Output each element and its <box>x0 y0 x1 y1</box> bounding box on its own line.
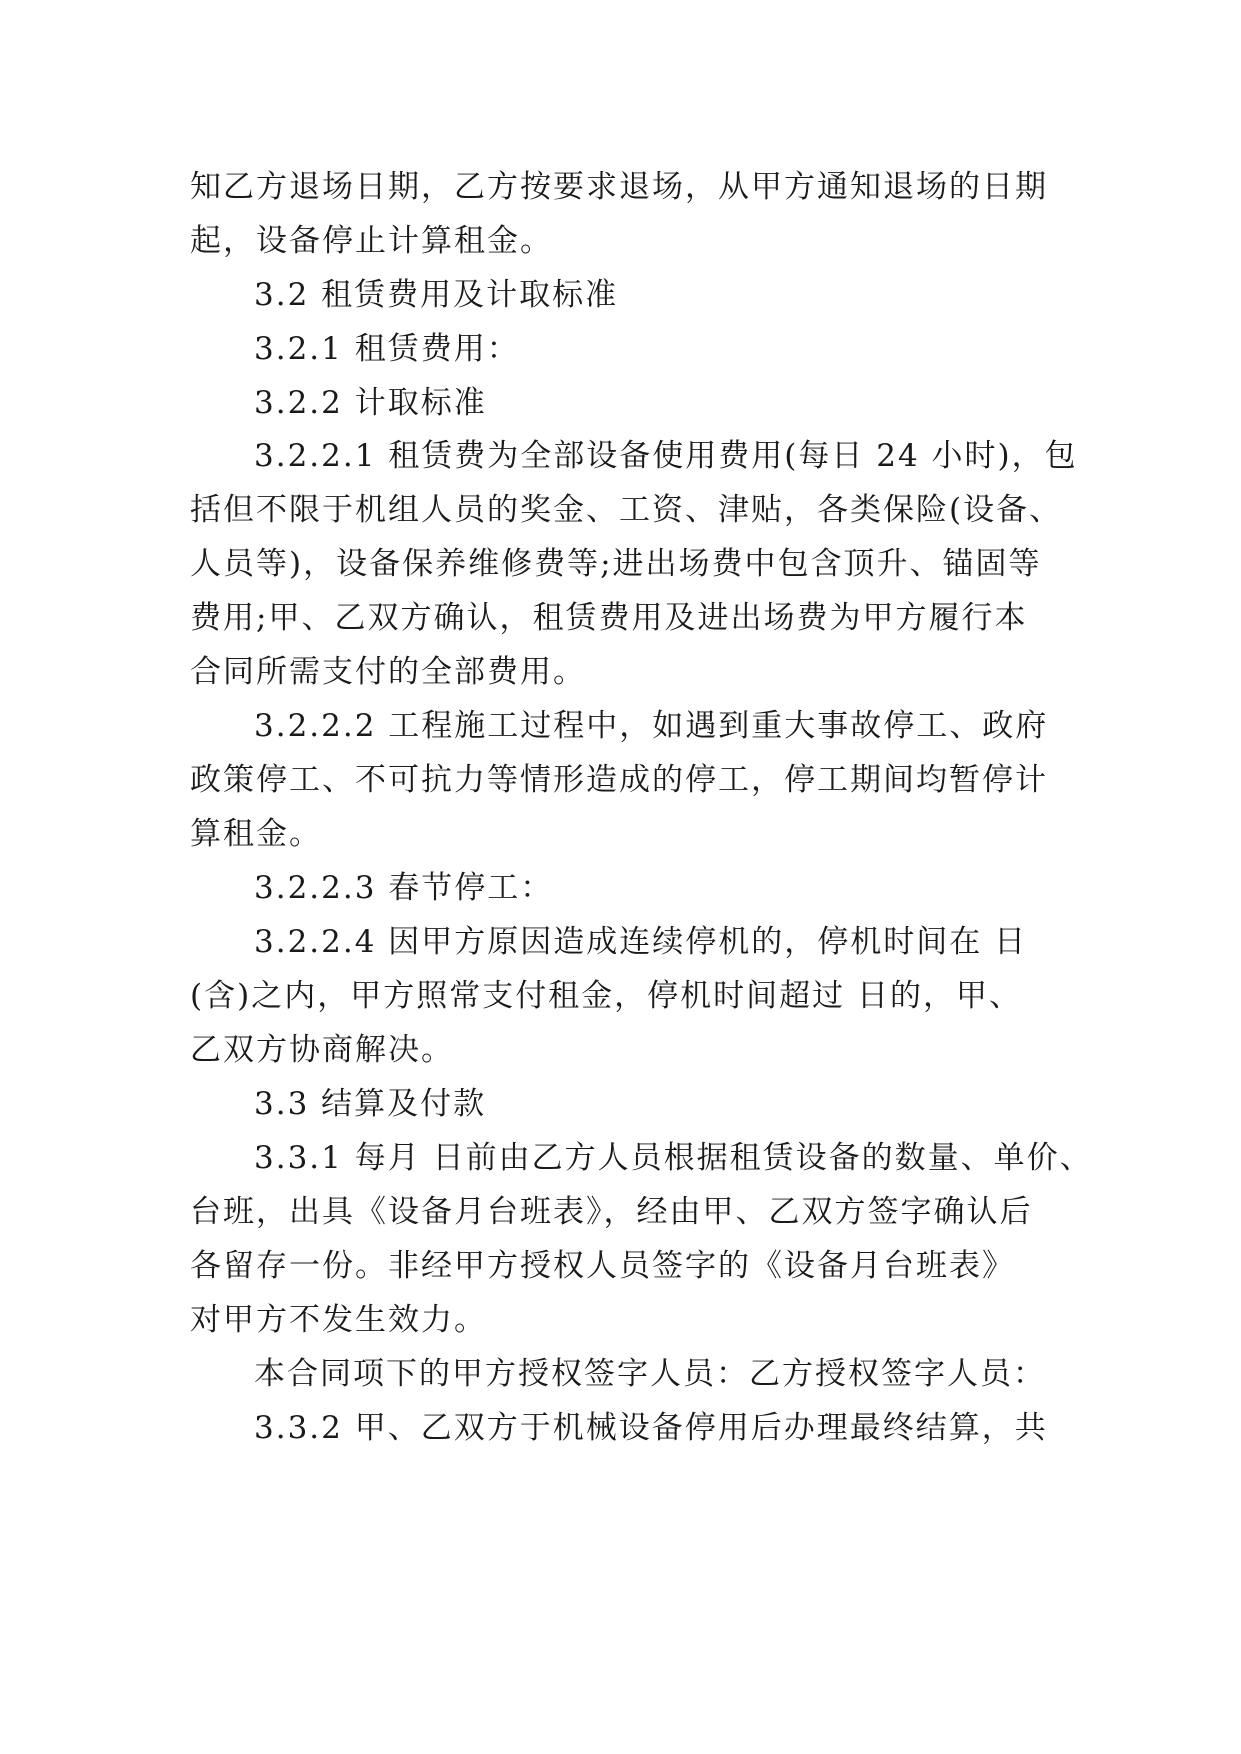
text-line: 3.2.2.1 租赁费为全部设备使用费用(每日 24 小时)，包 <box>254 438 1078 474</box>
text-line: 人员等)，设备保养维修费等;进出场费中包含顶升、锚固等 <box>190 546 1042 582</box>
text-line: 起，设备停止计算租金。 <box>190 223 553 259</box>
text-line: 3.2.2.4 因甲方原因造成连续停机的，停机时间在 日 <box>254 924 1028 960</box>
text-line: 合同所需支付的全部费用。 <box>190 654 586 690</box>
text-line: 政策停工、不可抗力等情形造成的停工，停工期间均暂停计 <box>190 762 1048 798</box>
text-line: 费用;甲、乙双方确认，租赁费用及进出场费为甲方履行本 <box>190 600 1028 636</box>
section-heading: 3.2.2.3 春节停工： <box>254 870 554 906</box>
text-line: 乙双方协商解决。 <box>190 1032 454 1068</box>
text-line: 算租金。 <box>190 816 322 852</box>
text-line: 知乙方退场日期，乙方按要求退场，从甲方通知退场的日期 <box>190 169 1048 205</box>
text-line: 对甲方不发生效力。 <box>190 1302 487 1338</box>
section-heading: 3.2.1 租赁费用： <box>254 331 520 367</box>
text-line: (含)之内，甲方照常支付租金，停机时间超过 日的，甲、 <box>190 978 1023 1014</box>
section-heading: 3.2 租赁费用及计取标准 <box>254 277 619 313</box>
text-line: 3.2.2.2 工程施工过程中，如遇到重大事故停工、政府 <box>254 708 1049 744</box>
text-line: 括但不限于机组人员的奖金、工资、津贴，各类保险(设备、 <box>190 492 1063 528</box>
section-heading: 3.2.2 计取标准 <box>254 385 487 421</box>
section-heading: 3.3 结算及付款 <box>254 1086 487 1122</box>
text-line: 台班，出具《设备月台班表》，经由甲、乙双方签字确认后 <box>190 1194 1033 1230</box>
text-line: 3.3.1 每月 日前由乙方人员根据租赁设备的数量、单价、 <box>254 1140 1093 1176</box>
text-line: 各留存一份。非经甲方授权人员签字的《设备月台班表》 <box>190 1248 1015 1284</box>
text-line: 本合同项下的甲方授权签字人员：乙方授权签字人员： <box>254 1356 1046 1392</box>
text-line: 3.3.2 甲、乙双方于机械设备停用后办理最终结算，共 <box>254 1410 1048 1446</box>
